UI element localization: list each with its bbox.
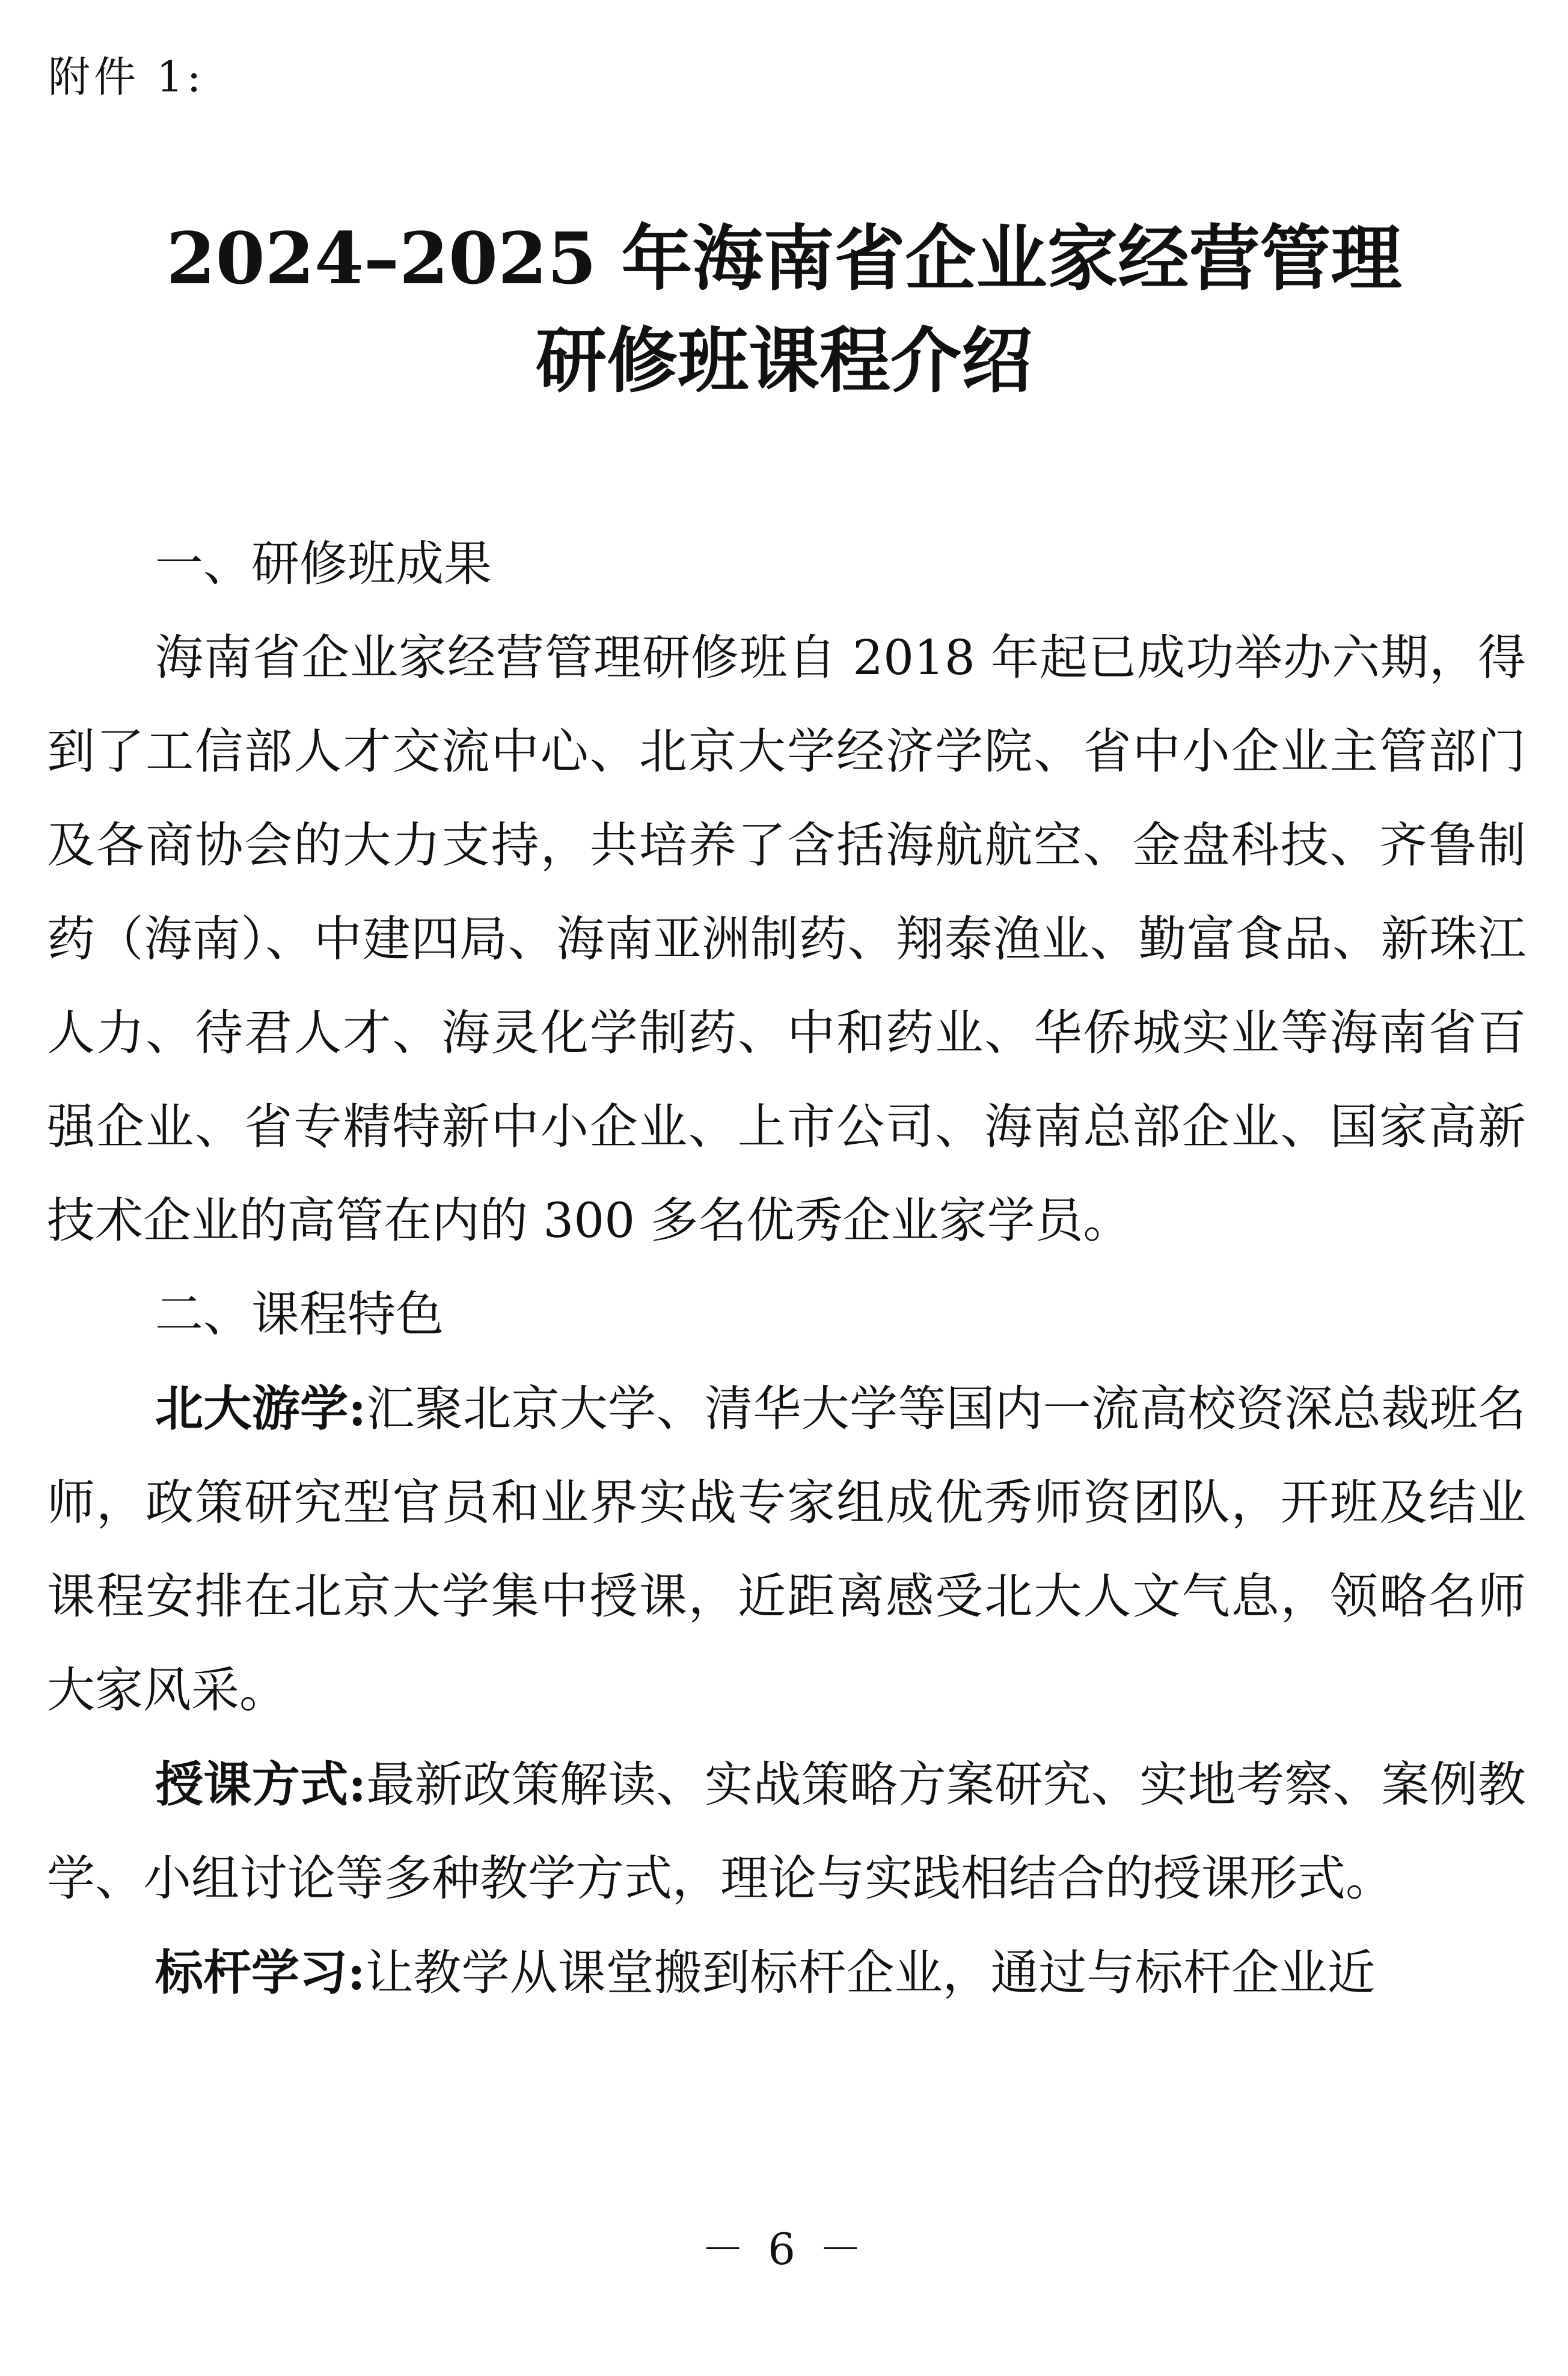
- feature-paragraph: [47, 1361, 1526, 1737]
- feature-paragraph: [47, 1926, 1526, 2020]
- section-1-paragraph: 海南省企业家经营管理研修班自 2018 年起已成功举办六期，得到了工信部人才交流中心、北京大学经济学院、省中小企业主管部门及各商协会的大力支持，共培养了含括海航航空、金盘科技、齐鲁制药（海南）、中建四局、海南亚洲制药、翔泰渔业、勤富食品、新珠江人力、待君人才、海灵化学制药、中和药业、华侨城实业等海南省百强企业、省专精特新中小企业、上市公司、海南总部企业、国家高新技术企业的高管在内的 300 多名优秀企业家学员。: [47, 630, 1526, 1248]
- page-number: － 6 －: [701, 2224, 867, 2274]
- feature-paragraph: [47, 1737, 1526, 1926]
- feature-lead: 授课方式:: [155, 1756, 367, 1813]
- feature-lead: 标杆学习:: [155, 1944, 366, 2001]
- title-line-2: 研修班课程介绍: [535, 319, 1032, 402]
- document-title: [0, 207, 1568, 412]
- feature-text: 汇聚北京大学、清华大学等国内一流高校资深总裁班名师，政策研究型官员和业界实战专家组成优秀师资团队，开班及结业课程安排在北京大学集中授课，近距离感受北大人文气息，领略名师大家风采。: [47, 1381, 1527, 1718]
- section-2-heading: 二、课程特色: [155, 1286, 444, 1342]
- title-line-1: 2024–2025 年海南省企业家经营管理: [166, 216, 1402, 300]
- feature-text: 最新政策解读、实战策略方案研究、实地考察、案例教学、小组讨论等多种教学方式，理论与实践相结合的授课形式。: [47, 1757, 1527, 1906]
- section-1-heading: 一、研修班成果: [155, 536, 492, 592]
- feature-text: 让教学从课堂搬到标杆企业，通过与标杆企业近: [365, 1945, 1376, 2001]
- document-body: [47, 517, 1526, 2020]
- attachment-label: 附件 1:: [48, 52, 205, 102]
- feature-lead: 北大游学:: [155, 1380, 367, 1437]
